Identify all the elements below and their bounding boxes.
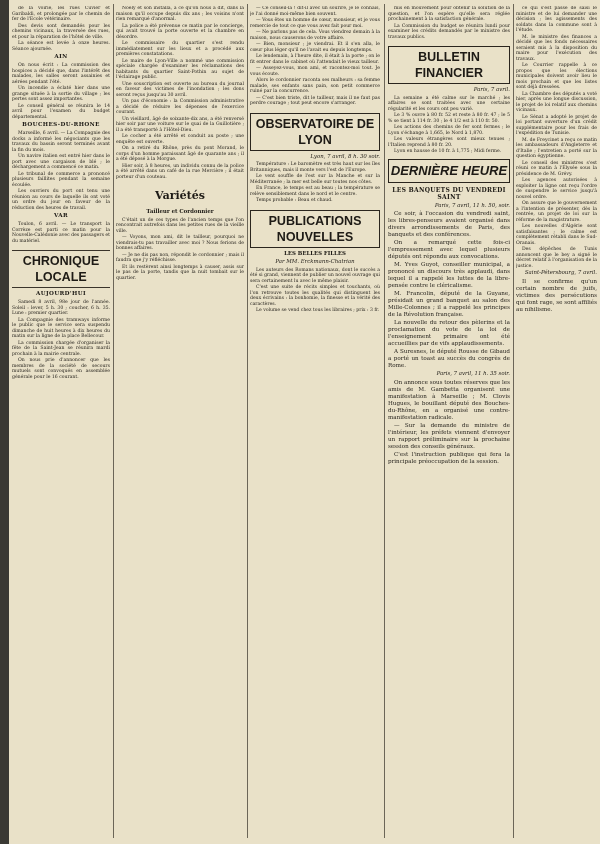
paragraph: mis en mouvement pour obtenir la solution de la question, et l'on espère qu'elle sera réglée prochainement à la satisfaction générale. (388, 6, 510, 22)
section-heading-bouches-du-rhone: BOUCHES-DU-RHONE (22, 122, 100, 128)
paragraph: C'est l'instruction publique qui fera la principale préoccupation de la session. (388, 451, 510, 465)
bulletin-date: Paris, 7 avril. (473, 87, 510, 93)
paragraph: — Bien, monsieur ; je viendrai. Et il s'en alla, le cœur plus léger qu'il ne l'avait eu depuis longtemps. (250, 42, 380, 53)
column-rule (113, 4, 114, 838)
paragraph: — Voyons, mon ami, dit le tailleur, pourquoi ne viendrais-tu pas travailler avec moi ? Nous ferions de bonnes affaires. (116, 235, 244, 251)
publications-subheading: LES BELLES FILLES (284, 250, 346, 257)
column-4 (388, 6, 510, 836)
paragraph: M. le ministre des finances a décidé que les fonds nécessaires seraient mis à la disposition du maire pour l'exécution des travaux. (516, 34, 597, 62)
paragraph: — Ne parlons pas de cela. Vous viendrez demain à la maison, nous causerons de votre affaire. (250, 30, 380, 41)
paragraph: Les auteurs des Romans nationaux, dont le succès a été si grand, viennent de publier un nouvel ouvrage qui sera certainement lu avec le même plaisir. (250, 267, 380, 284)
paragraph: — C'est bien triste, dit le tailleur, mais il ne faut pas perdre courage ; tout peut encore s'arranger. (250, 95, 380, 106)
paragraph: Le conseil des ministres s'est réuni ce matin à l'Élysée sous la présidence de M. Grévy. (516, 160, 597, 177)
paragraph: On a retiré du Rhône, près du pont Morand, le corps d'un homme paraissant âgé de quarante ans ; il a été déposé à la Morgue. (116, 146, 244, 162)
column-5 (516, 6, 597, 836)
column-1 (12, 6, 110, 836)
paragraph: Noëly et son installa, à ce qu'on nous a dit, dans la maison qu'il occupe depuis dix ans ; les voisins n'ont rien remarqué d'anormal. (116, 6, 244, 22)
paragraph: Le vent souffle de l'est sur la Manche et sur la Méditerranée ; la mer est belle sur toutes nos côtes. (250, 174, 380, 185)
paragraph: — Sur la demande du ministre de l'intérieur, les préfets viennent d'envoyer un rapport préliminaire sur la prochaine session des conseils généraux. (388, 422, 510, 450)
paragraph: On nous écrit : La commission des hospices a décidé que, dans l'intérêt des malades, les salles seront assainies et aérées pendant l'été. (12, 63, 110, 85)
paragraph: Le tribunal de commerce a prononcé plusieurs faillites pendant la semaine écoulée. (12, 171, 110, 188)
paragraph: de la voirie, les rues Cuvier et Garibaldi, et prolongée par le chemin de fer de l'Ecole vétérinaire. (12, 6, 110, 22)
paragraph: On annonce sous toutes réserves que les amis de M. Gambetta organisent une manifestation à Marseille ; M. Clovis Hugues, le bouillant député des Bouches-du-Rhône, en a organisé une contre-manifestation radicale. (388, 379, 510, 421)
observatoire-heading: OBSERVATOIRE DE LYON (250, 113, 380, 151)
col1-intro (12, 6, 110, 52)
paragraph: On assure que le gouvernement a l'intention de présenter, dès la rentrée, un projet de loi sur la réforme de la magistrature. (516, 201, 597, 223)
paragraph: La police a été prévenue ce matin par le concierge, qui avait trouvé la porte ouverte et la chambre en désordre. (116, 23, 244, 40)
paragraph: Temps probable : Beau et chaud. (256, 198, 333, 203)
chronique-subheading: AUJOURD'HUI (35, 291, 86, 297)
paragraph: M. Francolin, député de la Guyane, présidait un grand banquet au salon des Mille-Colonnes ; il a rappelé les principes de la Révolution française. (388, 291, 510, 318)
paragraph: Hier soir, à 8 heures, un individu connu de la police a été arrêté dans un café de la rue Mercière ; il était porteur d'un couteau. (116, 163, 244, 180)
saint-petersbourg-date: Saint-Pétersbourg, 7 avril. (524, 270, 597, 276)
paragraph: M. Yves Guyot, conseiller municipal, a prononcé un discours très applaudi, dans lequel il a rappelé les luttes de la libre-pensée contre le cléricalisme. (388, 262, 510, 289)
paragraph: Les ouvriers du port ont tenu une réunion au cours de laquelle ils ont voté un ordre du jour en faveur de la réduction des heures de travail. (12, 189, 110, 211)
paragraph: Un incendie a éclaté hier dans une grange située à la sortie du village ; les pertes sont assez importantes. (12, 86, 110, 102)
paragraph: On a remarqué cette fois-ci l'empressement avec lequel plusieurs députés ont répondu aux convocations. (388, 240, 510, 260)
observatoire-date: Lyon, 7 avril, 8 h. 30 soir. (310, 153, 380, 160)
paragraph: Les actions des chemins de fer sont fermes ; le Lyon s'échange à 1,665, le Nord à 1,870. (388, 125, 510, 136)
paragraph: Le maire de Lyon-Ville a nommé une commission spéciale chargée d'examiner les réclamations des habitants du quartier Saint-Pothin au sujet de l'éclairage public. (116, 58, 244, 80)
chronique-locale-heading: CHRONIQUE LOCALE (12, 250, 110, 288)
paragraph: La Chambre des députés a voté hier, après une longue discussion, le projet de loi relatif aux chemins vicinaux. (516, 91, 597, 113)
derniere-heure-heading: DERNIÈRE HEURE (388, 159, 510, 183)
column-3 (250, 6, 380, 836)
paragraph: — Asseyez-vous, mon ami, et racontez-moi tout. Je vous écoute. (250, 66, 380, 77)
banquets-heading: LES BANQUETS DU VENDREDI SAINT (392, 186, 506, 201)
paragraph: Le lendemain, à l'heure dite, il était à la porte ; on le fit entrer dans le cabinet où l'attendait le vieux tailleur. (250, 54, 380, 65)
paragraph: Le volume se vend chez tous les libraires ; prix : 3 fr. (256, 308, 380, 313)
paragraph: M. de Freycinet a reçu ce matin les ambassadeurs d'Angleterre et d'Italie ; l'entretien a porté sur la question égyptienne. (516, 137, 597, 159)
column-rule (247, 4, 248, 838)
paragraph: C'était un de ces types de l'ancien temps que l'on rencontrait autrefois dans les petites rues de la vieille ville. (116, 217, 244, 234)
paragraph: Un navire italien est entré hier dans le port avec une cargaison de blé ; le déchargement a commencé ce matin. (12, 154, 110, 170)
paragraph: — Ce conseil-là ! dit-il avec un sourire, je le connais, je l'ai donné moi-même bien souvent. (250, 6, 380, 17)
paragraph: — Vous êtes un homme de cœur, monsieur, et je vous remercie de tout ce que vous avez fait pour moi. (250, 18, 380, 29)
paragraph: Les valeurs étrangères sont mieux tenues ; l'Italien reprend à 80 fr. 20. (388, 137, 510, 148)
paragraph: En France, le temps est au beau ; la température se relève sensiblement dans le nord et le centre. (250, 186, 380, 197)
paragraph: Alors le cordonnier raconta ses malheurs : sa femme malade, ses enfants sans pain, son petit commerce ruiné par la concurrence. (250, 78, 380, 94)
paragraph: Et ils restèrent ainsi longtemps à causer, assis sur le pas de la porte, tandis que la nuit tombait sur le quartier. (116, 264, 244, 281)
paragraph: La Commission du budget se réunira lundi pour examiner les crédits demandés par le ministre des travaux publics. (388, 23, 510, 40)
section-heading-ain: AIN (54, 54, 68, 60)
column-rule (513, 4, 514, 838)
paragraph: C'est une suite de récits simples et touchants, où l'on retrouve toutes les qualités qui distinguent les deux écrivains : la bonhomie, la finesse et la vérité des caractères. (250, 285, 380, 307)
paragraph: Le commissaire du quartier s'est rendu immédiatement sur les lieux et a procédé aux premières constatations. (116, 41, 244, 57)
paragraph: Un pas d'économie : la Commission administrative a décidé de réduire les dépenses de l'exercice courant. (116, 99, 244, 115)
paragraph: Le cocher a été arrêté et conduit au poste ; une enquête est ouverte. (116, 134, 244, 145)
bulletin-financier-heading: BULLETIN FINANCIER (388, 46, 510, 84)
paragraph: Samedi 8 avril, 98e jour de l'année. Soleil : lever, 5 h. 30 ; coucher, 6 h. 35. Lune : premier quartier. (12, 300, 110, 316)
paragraph: La commission chargée d'organiser la fête de la Saint-Jean se réunira mardi prochain à la mairie centrale. (12, 340, 110, 357)
paragraph: Le Courrier rappelle à ce propos que les élections municipales doivent avoir lieu le mois prochain et que les listes sont déjà dressées. (516, 63, 597, 90)
paris-date: Paris, 7 avril, 11 h. 35 soir. (436, 371, 510, 377)
paragraph: Le Sénat a adopté le projet de loi portant ouverture d'un crédit supplémentaire pour les frais de l'expédition de Tunisie. (516, 114, 597, 136)
paragraph: Des devis sont demandés pour les chemins vicinaux, la traversée des rues, et pour la réparation de l'hôtel de ville. (12, 23, 110, 40)
paragraph: Les agences autorisées à exploiter la ligne ont reçu l'ordre de suspendre le service jusqu'à nouvel ordre. (516, 178, 597, 200)
column-rule (384, 4, 385, 838)
paragraph: Il se confirme qu'un certain nombre de juifs, victimes des persécutions qui font rage, se sont affiliés au nihilisme. (516, 278, 597, 313)
varietes-heading: Variétés (155, 189, 205, 202)
banquets-date: Paris, 7 avril, 11 h. 50, soir. (434, 202, 510, 209)
paragraph: La semaine a été calme sur le marché ; les affaires se sont traitées avec une certaine régularité et les cours ont peu varié. (388, 95, 510, 112)
paragraph: Des dépêches de Tunis annoncent que le bey a signé le décret relatif à l'organisation de la justice. (516, 247, 597, 269)
paragraph: On nous prie d'annoncer que les membres de la société de secours mutuels sont convoqués en assemblée générale pour le 16 courant. (12, 358, 110, 380)
paragraph: — Je ne dis pas non, répondit le cordonnier ; mais il faudra que j'y réfléchisse. (116, 252, 244, 263)
paragraph: Marseille, 6 avril. — La Compagnie des docks a informé les négociants que les travaux du bassin seront terminés avant la fin du mois. (12, 131, 110, 153)
paragraph: ce qui s'est passé de saisi le ministre et de lui demander une décision ; les agissements des soldats dans la commune sont à l'étude. (516, 6, 597, 33)
paragraph: A Suresnes, le député Rousse de Gibaud a porté un toast au succès du congrès de Rome. (388, 349, 510, 369)
varietes-subheading: Tailleur et Cordonnier (146, 209, 214, 215)
paragraph: Lyon en hausse de 10 fr. à 1,775 ; Midi ferme. (394, 149, 502, 154)
paragraph: Le 3 % ouvre à 80 fr. 52 et reste à 80 fr. 47 ; le 5 % se tient à 114 fr. 30 ; le 4 1/2 est à 110 fr. 50. (388, 113, 510, 124)
paragraph: Le conseil général se réunira le 14 avril pour l'examen du budget départemental. (12, 103, 110, 120)
paragraph: Une souscription est ouverte au bureau du journal en faveur des victimes de l'inondation ; les dons seront reçus jusqu'au 30 avril. (116, 81, 244, 98)
paragraph: Les nouvelles d'Algérie sont satisfaisantes ; le calme est complètement rétabli dans le Sud-Oranais. (516, 224, 597, 246)
paragraph: Toulon, 6 avril. — Le transport la Corrèze est parti ce matin pour la Nouvelle-Calédonie avec des passagers et du matériel. (12, 222, 110, 244)
paragraph: Température : Le baromètre est très haut sur les îles Britanniques, mais il monte vers l'est de l'Europe. (250, 162, 380, 173)
section-heading-var: VAR (53, 213, 69, 219)
paragraph: Ce soir, à l'occasion du vendredi saint, les libres-penseurs avaient organisé dans divers arrondissements de Paris, des banquets et des conférences. (388, 211, 510, 238)
paragraph: La séance est levée à onze heures. Séance ajournée. (12, 41, 110, 52)
publications-author: Par MM. Erckmann-Chatrian (275, 259, 355, 265)
page-binding (0, 0, 9, 844)
column-2 (116, 6, 244, 836)
publications-heading: PUBLICATIONS NOUVELLES (250, 210, 380, 248)
paragraph: Un vieillard, âgé de soixante-dix ans, a été renversé hier soir par une voiture sur le quai de la Guillotière ; il a été transporté à l'Hôtel-Dieu. (116, 116, 244, 133)
paragraph: La Compagnie des tramways informe le public que le service sera suspendu dimanche de huit heures à dix heures du matin sur la ligne de la place Bellecour. (12, 317, 110, 339)
paragraph: La nouvelle du retour des pèlerins et la proclamation du vote de la loi de l'enseignement primaire ont été accueillies par de vifs applaudissements. (388, 320, 510, 347)
